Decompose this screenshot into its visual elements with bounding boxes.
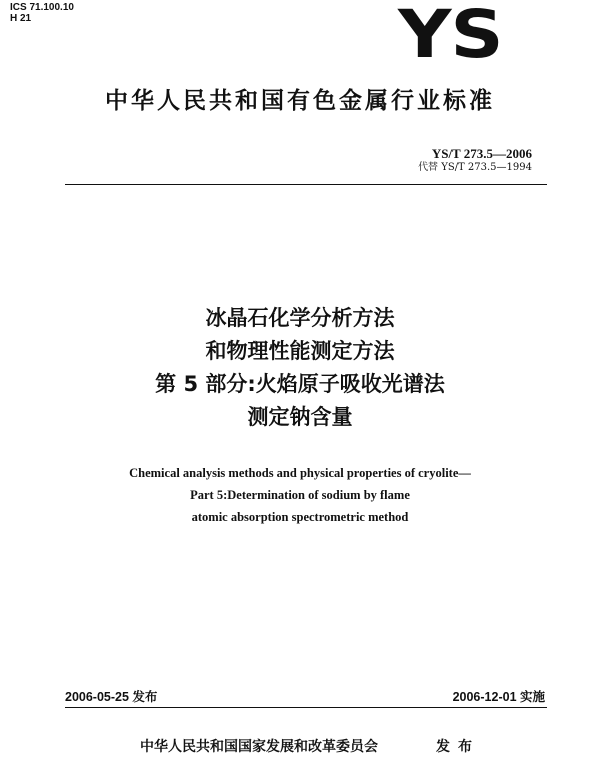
standard-number: YS/T 273.5—2006	[431, 146, 532, 161]
implementation-date: 2006-12-01 实施	[452, 690, 545, 704]
publisher: 中华人民共和国国家发展和改革委员会	[140, 739, 378, 755]
issue-date: 2006-05-25 发布	[65, 690, 158, 704]
chinese-title-line: 冰晶石化学分析方法	[205, 306, 395, 330]
bottom-divider	[65, 707, 547, 708]
ics-code: ICS 71.100.10	[10, 2, 74, 13]
replaces-standard: 代替 YS/T 273.5—1994	[418, 162, 532, 173]
chinese-title-line: 和物理性能测定方法	[205, 339, 395, 363]
english-title-line: Chemical analysis methods and physical properties of cryolite—	[129, 466, 471, 480]
ccs-code: H 21	[10, 13, 32, 24]
chinese-title-line: 测定钠含量	[247, 405, 353, 429]
english-title	[0, 462, 600, 528]
chinese-title	[0, 302, 600, 434]
chinese-title-line: 第 5 部分:火焰原子吸收光谱法	[155, 372, 445, 396]
classification-codes	[10, 2, 74, 24]
english-title-line: Part 5:Determination of sodium by flame	[190, 488, 410, 502]
ys-logo: YS	[398, 0, 503, 73]
english-title-line: atomic absorption spectrometric method	[191, 510, 409, 524]
publish-label: 发布	[436, 739, 480, 755]
standard-category-title: 中华人民共和国有色金属行业标准	[105, 88, 495, 114]
top-divider	[65, 184, 547, 185]
